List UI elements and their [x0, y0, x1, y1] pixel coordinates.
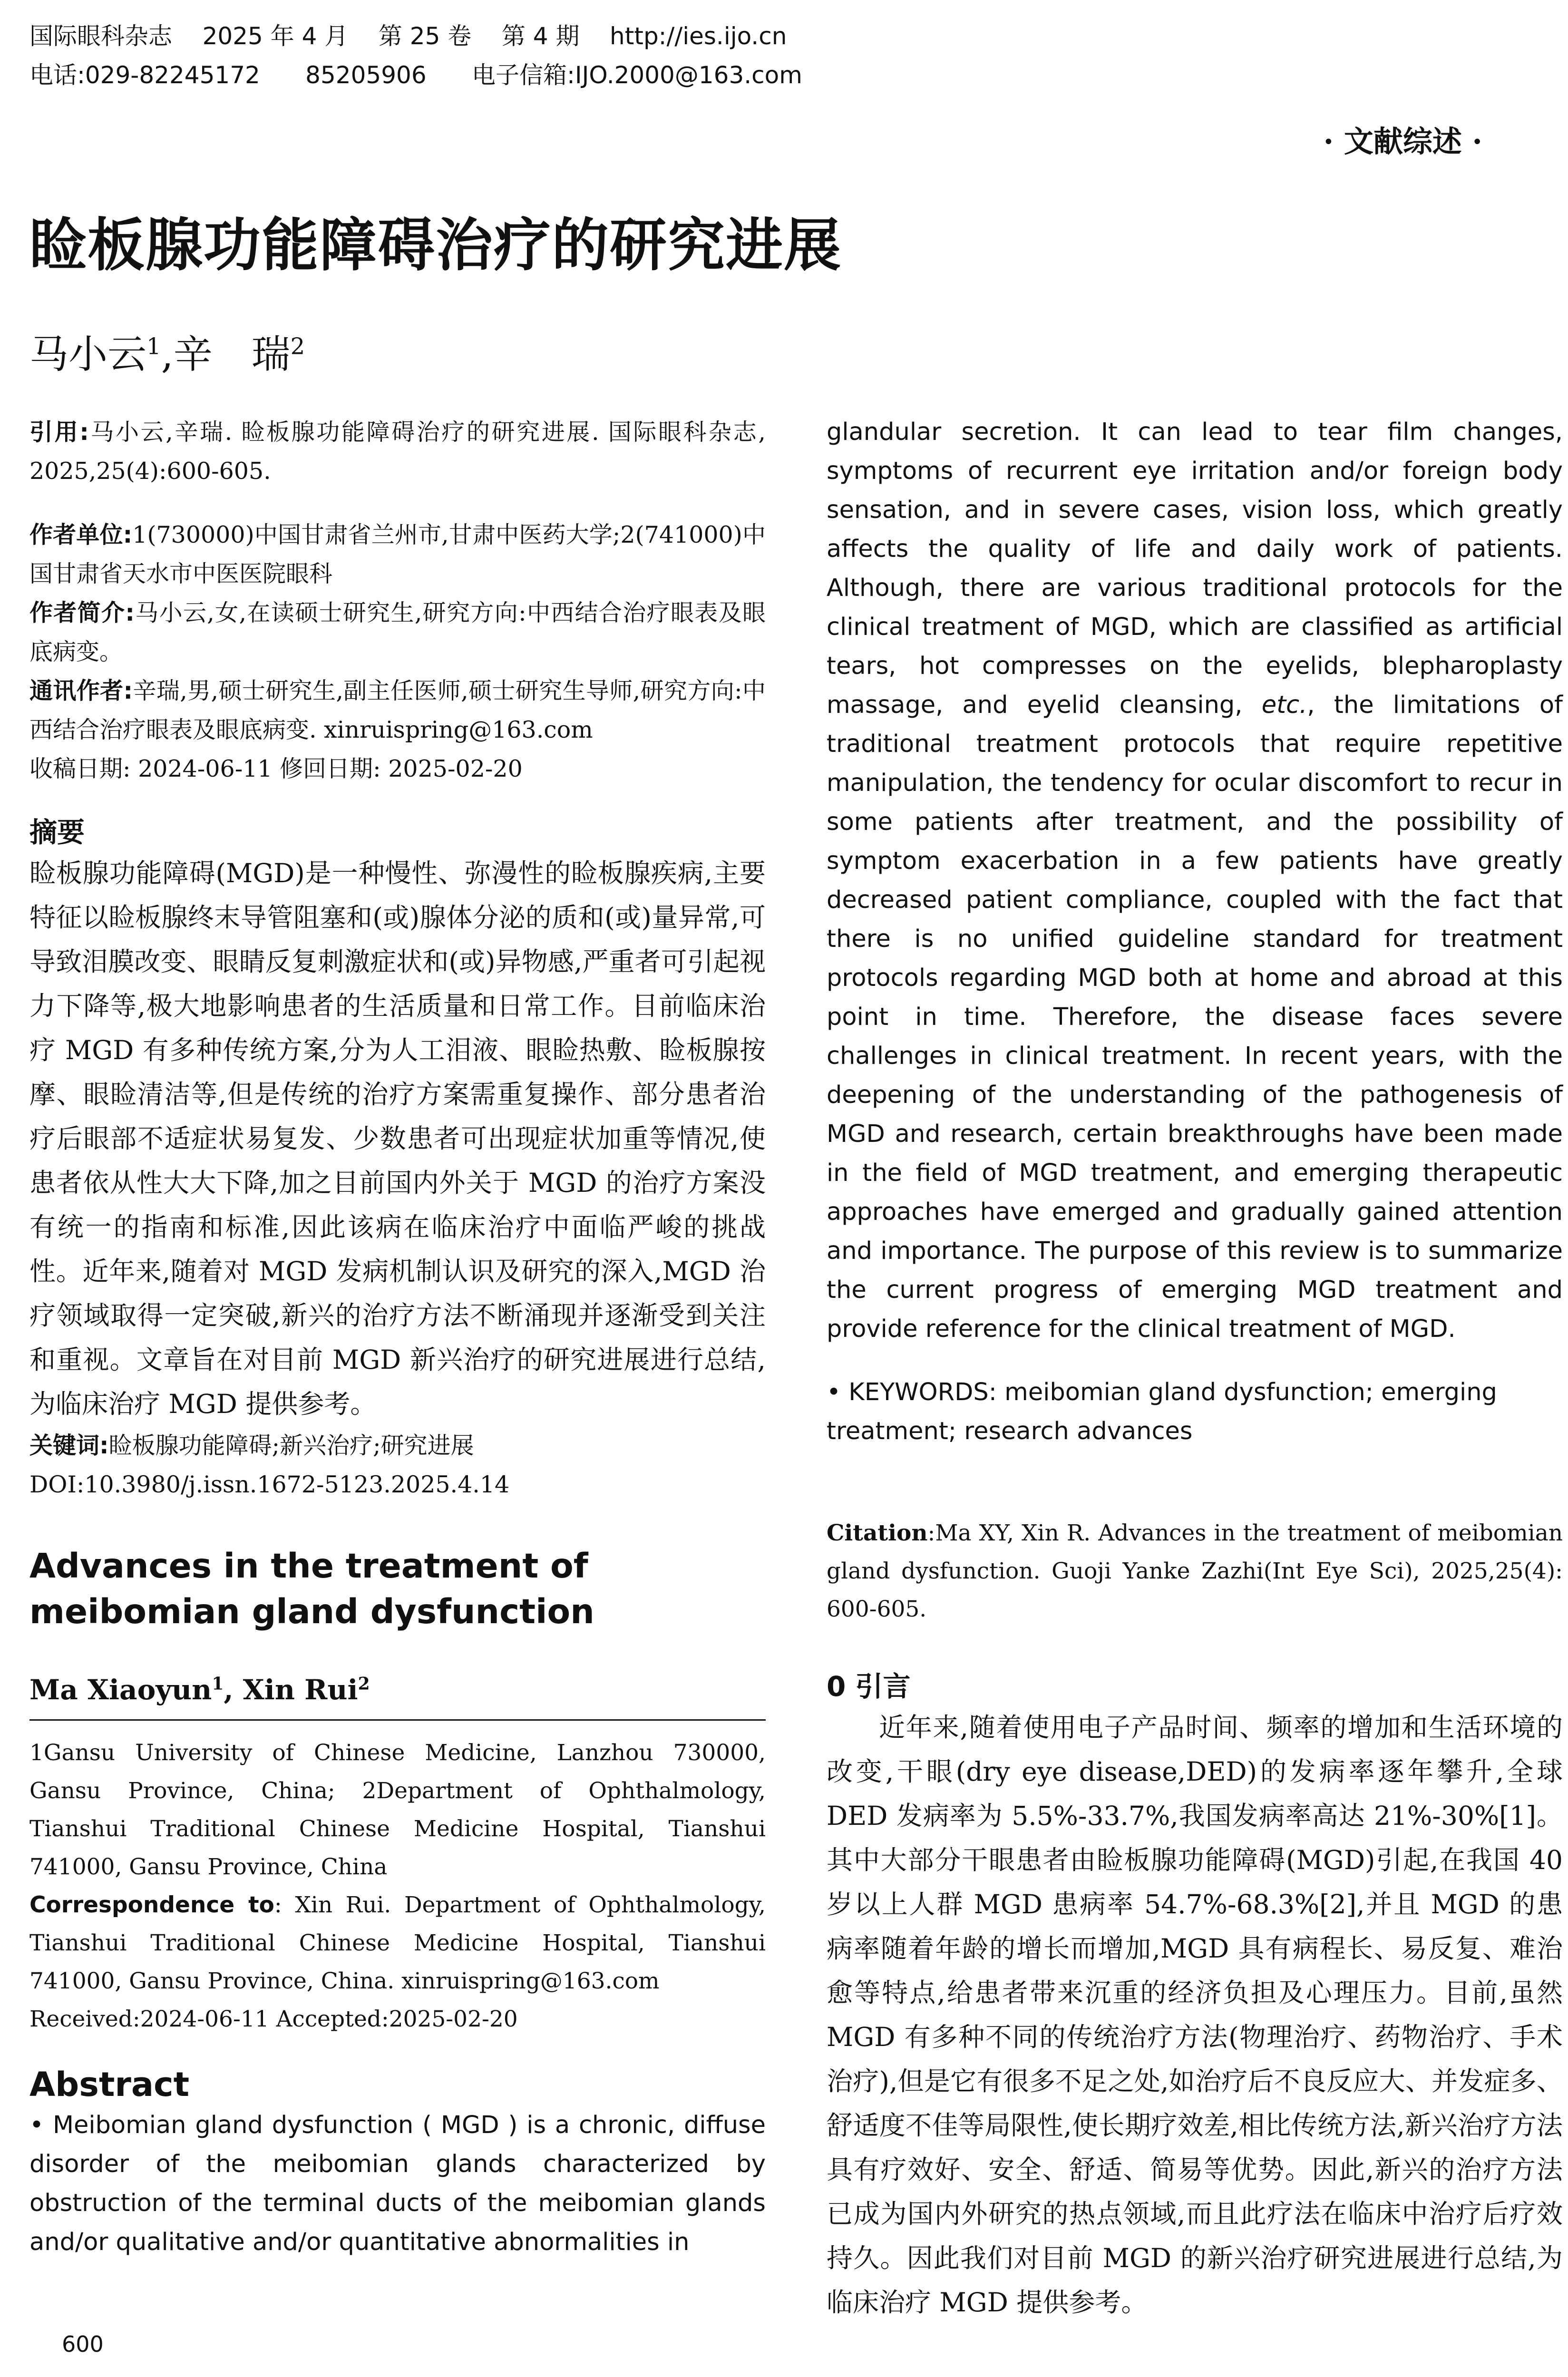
citation-cn	[29, 413, 766, 491]
doi: DOI:10.3980/j.issn.1672-5123.2025.4.14	[29, 1471, 510, 1498]
author-line	[29, 323, 305, 379]
correspondence-cn	[29, 672, 766, 750]
abstract-cont-part-1: glandular secretion. It can lead to tear film changes, symptoms of recurrent eye irritation and/or foreign body sensation, and in severe cases, vision loss, which greatly affects the quality of life and daily work of patients. Although, there are various traditional protocols for the clinical treatment of MGD, which are classified as artificial tears, hot compresses on the eyelids, blepharoplasty massage, and eyelid cleansing,	[827, 418, 1563, 719]
citation-cn-label: 引用:	[29, 419, 89, 446]
citation-cn-text: 马小云,辛瑞. 睑板腺功能障碍治疗的研究进展. 国际眼科杂志, 2025,25(4):600-605.	[29, 419, 766, 485]
english-correspondence-label: Correspondence to	[29, 1892, 274, 1918]
page-number: 600	[62, 2331, 104, 2357]
en-author-1-affil: 1	[212, 1674, 224, 1694]
english-citation	[827, 1514, 1563, 1628]
author-1: 马小云	[29, 332, 147, 377]
english-keywords	[827, 1373, 1563, 1451]
bio-cn-label: 作者简介:	[29, 599, 135, 626]
journal-header-line-2: 电话:029-82245172 85205906 电子信箱:IJO.2000@163.com	[29, 61, 802, 89]
dates-cn: 收稿日期: 2024-06-11 修回日期: 2025-02-20	[29, 755, 523, 782]
english-authors	[29, 1674, 766, 1706]
keywords-cn	[29, 1426, 766, 1465]
affiliation-cn	[29, 516, 766, 594]
english-title: Advances in the treatment of meibomian gland dysfunction	[29, 1546, 594, 1631]
en-author-sep: ,	[224, 1674, 243, 1706]
intro-heading: 0 引言	[827, 1670, 911, 1703]
english-affiliation: 1Gansu University of Chinese Medicine, Lanzhou 730000, Gansu Province, China; 2Department of Ophthalmology, Tianshui Traditional Chinese Medicine Hospital, Tianshui 741000, Gansu Province, China	[29, 1740, 766, 1880]
keywords-cn-text: 睑板腺功能障碍;新兴治疗;研究进展	[108, 1432, 474, 1459]
section-label: · 文献综述 ·	[1323, 124, 1482, 159]
english-abstract-start: • Meibomian gland dysfunction ( MGD ) is a chronic, diffuse disorder of the meibomian glands characterized by obstruction of the terminal ducts of the meibomian glands and/or qualitative and/or quantitative abnormalities in	[29, 2111, 766, 2256]
bio-cn-text: 马小云,女,在读硕士研究生,研究方向:中西结合治疗眼表及眼底病变。	[29, 599, 766, 665]
correspondence-cn-label: 通讯作者:	[29, 677, 133, 704]
english-abstract-heading: Abstract	[29, 2065, 190, 2104]
affiliation-cn-label: 作者单位:	[29, 521, 133, 548]
english-correspondence	[29, 1886, 766, 2000]
english-keywords-label: • KEYWORDS:	[827, 1378, 997, 1406]
english-abstract-continued	[827, 413, 1563, 1349]
abstract-cn-text: 睑板腺功能障碍(MGD)是一种慢性、弥漫性的睑板腺疾病,主要特征以睑板腺终末导管阻塞和(或)腺体分泌的质和(或)量异常,可导致泪膜改变、眼睛反复刺激症状和(或)异物感,严重者可引起视力下降等,极大地影响患者的生活质量和日常工作。目前临床治疗 MGD 有多种传统方案,分为人工泪液、眼睑热敷、睑板腺按摩、眼睑清洁等,但是传统的治疗方案需重复操作、部分患者治疗后眼部不适症状易复发、少数患者可出现症状加重等情况,使患者依从性大大下降,加之目前国内外关于 MGD 的治疗方案没有统一的指南和标准,因此该病在临床治疗中面临严峻的挑战性。近年来,随着对 MGD 发病机制认识及研究的深入,MGD 治疗领域取得一定突破,新兴的治疗方法不断涌现并逐渐受到关注和重视。文章旨在对目前 MGD 新兴治疗的研究进展进行总结,为临床治疗 MGD 提供参考。	[29, 858, 766, 1419]
author-1-affil: 1	[146, 333, 161, 360]
english-correspondence-text: : Xin Rui. Department of Ophthalmology, Tianshui Traditional Chinese Medicine Hospital, Tianshui 741000, Gansu Province, China. xinruispring@163.com	[29, 1892, 766, 1994]
abstract-etc: etc.	[1261, 691, 1307, 719]
abstract-cn-heading: 摘要	[29, 816, 85, 848]
journal-header-line-1: 国际眼科杂志 2025 年 4 月 第 25 卷 第 4 期 http://ies.ijo.cn	[29, 22, 787, 50]
en-author-2: Xin Rui	[243, 1674, 358, 1706]
english-dates: Received:2024-06-11 Accepted:2025-02-20	[29, 2006, 518, 2032]
intro-text: 近年来,随着使用电子产品时间、频率的增加和生活环境的改变,干眼(dry eye disease,DED)的发病率逐年攀升,全球 DED 发病率为 5.5%-33.7%,我国发病率高达 21%-30%[1]。其中大部分干眼患者由睑板腺功能障碍(MGD)引起,在我国 40 岁以上人群 MGD 患病率 54.7%-68.3%[2],并且 MGD 的患病率随着年龄的增长而增加,MGD 具有病程长、易反复、难治愈等特点,给患者带来沉重的经济负担及心理压力。目前,虽然 MGD 有多种不同的传统治疗方法(物理治疗、药物治疗、手术治疗),但是它有很多不足之处,如治疗后不良反应大、并发症多、舒适度不佳等局限性,使长期疗效差,相比传统方法,新兴治疗方法具有疗效好、安全、舒适、简易等优势。因此,新兴的治疗方法已成为国内外研究的热点领域,而且此疗法在临床中治疗后疗效持久。因此我们对目前 MGD 的新兴治疗研究进展进行总结,为临床治疗 MGD 提供参考。	[827, 1712, 1563, 2318]
abstract-cont-part-2: , the limitations of traditional treatment protocols that require repetitive manipulation, the tendency for ocular discomfort to recur in some patients after treatment, and the possibility of symptom exacerbation in a few patients have greatly decreased patient compliance, coupled with the fact that there is no unified guideline standard for treatment protocols regarding MGD both at home and abroad at this point in time. Therefore, the disease faces severe challenges in clinical treatment. In recent years, with the deepening of the understanding of the pathogenesis of MGD and research, certain breakthroughs have been made in the field of MGD treatment, and emerging therapeutic approaches have emerged and gradually gained attention and importance. The purpose of this review is to summarize the current progress of emerging MGD treatment and provide reference for the clinical treatment of MGD.	[827, 691, 1563, 1343]
english-keywords-text: meibomian gland dysfunction; emerging treatment; research advances	[827, 1378, 1497, 1445]
english-citation-text: :Ma XY, Xin R. Advances in the treatment of meibomian gland dysfunction. Guoji Yanke Zazhi(Int Eye Sci), 2025,25(4): 600-605.	[827, 1520, 1563, 1622]
keywords-cn-label: 关键词:	[29, 1432, 109, 1459]
article-title: 睑板腺功能障碍治疗的研究进展	[29, 213, 842, 279]
english-citation-label: Citation	[827, 1520, 928, 1546]
author-2-affil: 2	[290, 333, 305, 360]
en-author-2-affil: 2	[358, 1674, 370, 1694]
right-column	[827, 413, 1563, 2325]
en-author-1: Ma Xiaoyun	[29, 1674, 212, 1706]
left-column	[29, 413, 766, 2262]
bio-cn	[29, 594, 766, 672]
author-sep: ,	[161, 332, 174, 377]
author-2: 辛 瑞	[173, 332, 291, 377]
correspondence-cn-text: 辛瑞,男,硕士研究生,副主任医师,硕士研究生导师,研究方向:中西结合治疗眼表及眼底病变. xinruispring@163.com	[29, 677, 766, 743]
affiliation-cn-text: 1(730000)中国甘肃省兰州市,甘肃中医药大学;2(741000)中国甘肃省天水市中医医院眼科	[29, 521, 766, 587]
